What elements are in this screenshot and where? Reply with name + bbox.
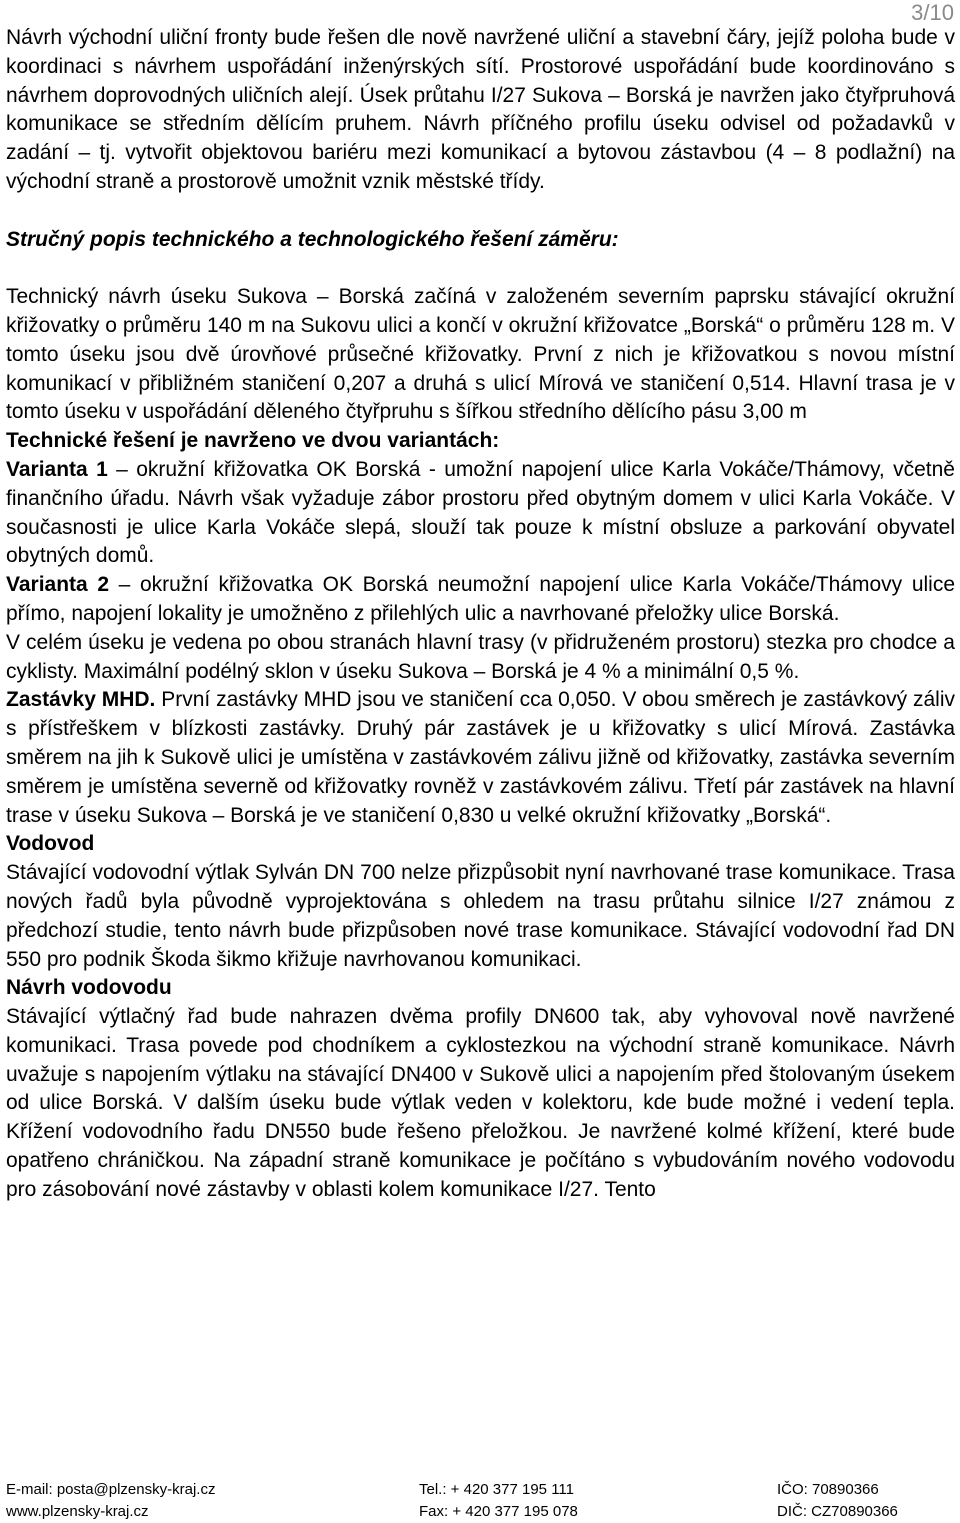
footer-dic: DIČ: CZ70890366 — [777, 1503, 898, 1520]
variant-2-label: Varianta 2 — [6, 573, 110, 597]
intro-paragraph: Návrh východní uliční fronty bude řešen dle nově navržené uliční a stavební čáry, jejíž poloha bude v koordinaci s návrhem uspořádání inženýrských sítí. Prostorové uspořádání bude koordinováno s návrhem doprovodných uličních alejí. Úsek průtahu I/27 Sukova – Borská je navržen jako čtyřpruhová komunikace se středním dělícím pruhem. Návrh příčného profilu úseku odvisel od požadavků v zadání – tj. vytvořit objektovou bariéru mezi komunikací a bytovou zástavbou (4 – 8 podlažní) na východní straně a prostorově umožnit vznik městské třídy. — [6, 26, 955, 193]
footer-tel: Tel.: + 420 377 195 111 — [419, 1481, 574, 1498]
water-paragraph: Stávající vodovodní výtlak Sylván DN 700 nelze přizpůsobit nyní navrhované trase komunikace. Trasa nových řadů byla původně vyprojektována s ohledem na trasu průtahu silnice I/27 známou z předchozí studie, tento návrh bude přizpůsoben nové trase komunikace. Stávající vodovodní řad DN 550 pro podnik Škoda šikmo křižuje navrhovanou komunikaci. — [6, 861, 955, 971]
footer-fax: Fax: + 420 377 195 078 — [419, 1503, 578, 1520]
variant-2-paragraph: Varianta 2 – okružní křižovatka OK Borská neumožní napojení ulice Karla Vokáče/Thámovy ulice přímo, napojení lokality je umožněno z přilehlých ulic a navrhované přeložky ulice Borská. — [6, 573, 956, 625]
water-heading: Vodovod — [6, 832, 95, 856]
section-heading: Stručný popis technického a technologického řešení záměru: — [6, 227, 619, 251]
variant-1-paragraph: Varianta 1 – okružní křižovatka OK Borská - umožní napojení ulice Karla Vokáče/Thámovy, včetně finančního úřadu. Návrh však vyžaduje zábor prostoru před obytným domem v ulici Karla Vokáče. V současnosti je ulice Karla Vokáče slepá, slouží tak pouze k místní obsluze a parkování obyvatel obytných domů. — [6, 457, 955, 568]
stops-paragraph: Zastávky MHD. První zastávky MHD jsou ve staničení cca 0,050. V obou směrech je zastávkový záliv s přístřeškem v blízkosti zastávky. Druhý pár zastávek je u křižovatky s ulicí Mírová. Zastávka směrem na jih k Sukově ulici je umístěna v zastávkovém zálivu jižně od křižovatky, zastávka severním směrem je umístěna severně od křižovatky rovněž v zastávkovém zálivu. Třetí pár zastávek na hlavní trase v úseku Sukova – Borská je ve staničení 0,830 u velké okružní křižovatky „Borská“. — [6, 688, 956, 827]
document-body — [6, 24, 955, 1205]
variants-heading: Technické řešení je navrženo ve dvou variantách: — [6, 429, 500, 453]
technical-paragraph: Technický návrh úseku Sukova – Borská začíná v založeném severním paprsku stávající okružní křižovatky o průměru 140 m na Sukovu ulici a končí v okružní křižovatce „Borská“ o průměru 128 m. V tomto úseku jsou dvě úrovňové průsečné křižovatky. První z nich je křižovatkou s novou místní komunikací v přibližném staničení 0,207 a druhá s ulicí Mírová ve staničení 0,514. Hlavní trasa je v tomto úseku v uspořádání děleného čtyřpruhu s šířkou středního dělícího pásu 3,00 m — [6, 285, 955, 424]
stops-label: Zastávky MHD. — [6, 688, 156, 712]
footer-email: E-mail: posta@plzensky-kraj.cz — [6, 1481, 216, 1498]
water-design-paragraph: Stávající výtlačný řad bude nahrazen dvěma profily DN600 tak, aby vyhovoval nově navržené komunikaci. Trasa povede pod chodníkem a cyklostezkou na východní straně komunikace. Návrh uvažuje s napojením výtlaku na stávající DN400 v Sukově ulici a napojením před štolovaným úsekem od ulice Borská. V dalším úseku bude výtlak veden v kolektoru, kde bude možné i vedení tepla. Křížení vodovodního řadu DN550 bude řešeno přeložkou. Je navržené kolmé křížení, které bude opatřeno chráničkou. Na západní straně komunikace je počítáno s vybudováním nového vodovodu pro zásobování nové zástavby v oblasti kolem komunikace I/27. Tento — [6, 1005, 955, 1201]
water-design-heading: Návrh vodovodu — [6, 976, 172, 1000]
page-number: 3/10 — [911, 0, 954, 25]
variant-1-label: Varianta 1 — [6, 457, 108, 481]
footer-ico: IČO: 70890366 — [777, 1481, 879, 1498]
path-paragraph: V celém úseku je vedena po obou stranách hlavní trasy (v přidruženém prostoru) stezka pro chodce a cyklisty. Maximální podélný sklon v úseku Sukova – Borská je 4 % a minimální 0,5 %. — [6, 630, 955, 683]
footer-web: www.plzensky-kraj.cz — [6, 1503, 149, 1520]
